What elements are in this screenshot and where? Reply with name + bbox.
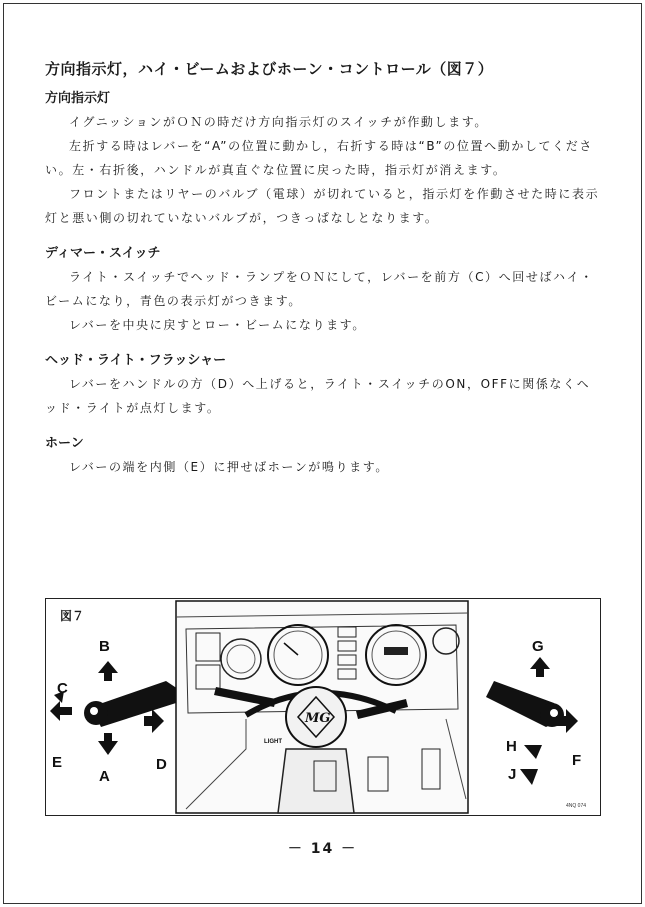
figure-label: 図７ [60,609,85,623]
label-g: G [532,638,544,655]
paragraph: イグニッションがＯＮの時だけ方向指示灯のスイッチが作動します。 [69,115,488,129]
figure-7 [45,598,601,816]
paragraph: ライト・スイッチでヘッド・ランプをＯＮにして，レバーを前方（C）へ回せばハイ・ビームになり，青色の表示灯がつきます。 [45,270,594,308]
paragraph: 左折する時はレバーを“A”の位置に動かし，右折する時は“B”の位置へ動かしてください。左・右折後，ハンドルが真直ぐな位置に戻った時，指示灯が消えます。 [45,139,593,177]
label-j: J [508,766,517,783]
label-d: D [156,756,167,773]
light-switch-label: LIGHT [264,739,282,745]
label-c: C [57,680,68,697]
dashboard-illustration [176,601,468,813]
section-turn-signal [45,87,600,230]
page-number: － 14 － [287,841,358,857]
arrow-up-icon [530,657,550,677]
arrow-right-icon [144,709,164,733]
document-body [45,58,600,491]
label-a: A [99,768,110,785]
arrow-down-icon [520,769,538,785]
section-heading: ヘッド・ライト・フラッシャー [45,353,227,368]
left-lever-diagram [50,638,181,785]
mg-badge: MG [305,711,331,726]
label-b: B [99,638,110,655]
figure-illustration [46,599,600,815]
right-lever-diagram [486,638,586,809]
label-e: E [52,754,63,771]
paragraph: レバーをハンドルの方（D）へ上げると，ライト・スイッチのON，OFFに関係なくヘッド・ライトが点灯します。 [45,377,591,415]
label-f: F [572,752,582,769]
section-heading: ホーン [45,436,84,451]
section-horn [45,432,600,479]
figure-code: 4NQ 074 [566,803,587,809]
section-headlight-flasher [45,349,600,420]
arrow-down-icon [524,745,542,759]
paragraph: レバーを中央に戻すとロー・ビームになります。 [69,318,366,332]
paragraph: フロントまたはリヤーのバルブ（電球）が切れていると，指示灯を作動させた時に表示灯と悪い側の切れていないバルブが，つきっぱなしとなります。 [45,187,600,225]
section-dimmer-switch [45,242,600,337]
section-heading: 方向指示灯 [45,91,111,106]
section-heading: ディマー・スイッチ [45,246,161,261]
arrow-up-icon [98,661,118,681]
page-title: 方向指示灯，ハイ・ビームおよびホーン・コントロール（図７） [45,60,494,78]
label-h: H [506,738,517,755]
arrow-left-icon [50,701,72,721]
paragraph: レバーの端を内側（E）に押せばホーンが鳴ります。 [69,460,389,474]
arrow-down-icon [98,733,118,755]
